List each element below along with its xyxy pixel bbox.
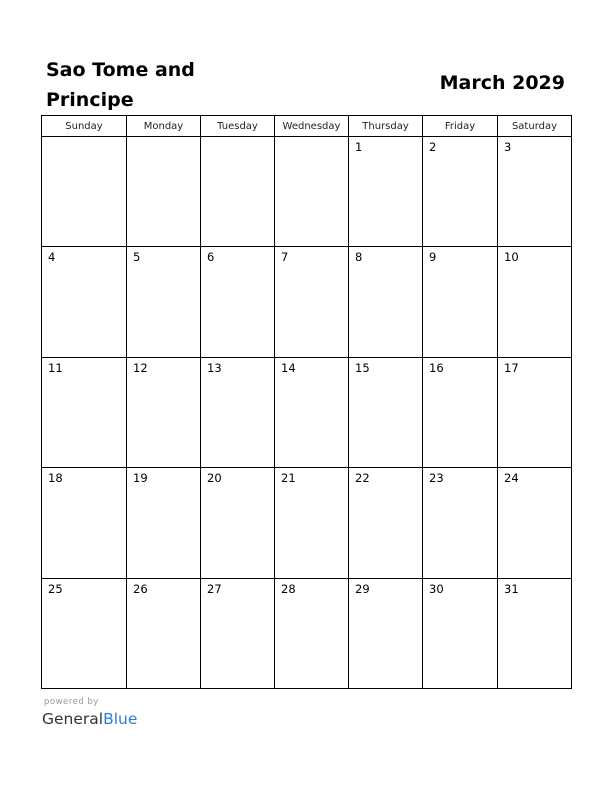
day-number: 9 (429, 250, 437, 265)
day-cell (127, 578, 201, 688)
day-number (127, 137, 200, 140)
day-cell (423, 357, 498, 467)
footer-branding (42, 696, 137, 729)
calendar-grid (41, 115, 572, 689)
week-row (42, 578, 572, 688)
weekday-header: Saturday (498, 116, 572, 137)
day-cell (275, 247, 349, 357)
day-number: 7 (281, 250, 289, 265)
day-number: 8 (355, 250, 363, 265)
day-number: 5 (133, 250, 141, 265)
day-number: 14 (281, 360, 296, 375)
day-number: 22 (355, 471, 370, 486)
weekday-header: Friday (423, 116, 498, 137)
day-cell (275, 578, 349, 688)
weekday-header-row (42, 116, 572, 137)
weekday-header: Monday (127, 116, 201, 137)
logo-text-blue: Blue (103, 710, 138, 728)
day-cell (201, 357, 275, 467)
day-number: 30 (429, 581, 444, 596)
day-cell (127, 247, 201, 357)
day-cell (127, 357, 201, 467)
day-number: 1 (355, 140, 363, 154)
day-number (42, 137, 126, 140)
day-number (275, 137, 348, 140)
week-row (42, 137, 572, 247)
day-cell (127, 468, 201, 578)
weekday-header: Sunday (42, 116, 127, 137)
day-number: 6 (207, 250, 215, 265)
day-cell (201, 137, 275, 247)
day-number: 20 (207, 471, 222, 486)
day-number: 15 (355, 360, 370, 375)
day-number: 18 (48, 471, 63, 486)
day-number: 17 (504, 360, 519, 375)
week-row (42, 357, 572, 467)
day-cell (201, 247, 275, 357)
day-number: 19 (133, 471, 148, 486)
powered-by-label: powered by (44, 697, 99, 707)
weekday-header: Wednesday (275, 116, 349, 137)
day-cell (42, 137, 127, 247)
week-row (42, 468, 572, 578)
day-cell (423, 468, 498, 578)
day-cell (275, 357, 349, 467)
day-cell (423, 578, 498, 688)
weekday-header: Thursday (349, 116, 423, 137)
day-number: 25 (48, 581, 63, 596)
day-cell (201, 468, 275, 578)
day-cell (42, 357, 127, 467)
day-cell (349, 468, 423, 578)
month-year-title: March 2029 (439, 72, 565, 94)
day-number: 12 (133, 360, 148, 375)
weekday-header: Tuesday (201, 116, 275, 137)
day-number: 2 (429, 140, 437, 154)
day-number: 13 (207, 360, 222, 375)
day-cell (498, 137, 572, 247)
day-number: 16 (429, 360, 444, 375)
day-cell (349, 357, 423, 467)
day-number: 11 (48, 360, 63, 375)
day-number: 31 (504, 581, 519, 596)
week-row (42, 247, 572, 357)
day-number: 24 (504, 471, 519, 486)
day-cell (498, 578, 572, 688)
country-title: Sao Tome and Principe (46, 59, 195, 111)
day-cell (423, 137, 498, 247)
day-cell (127, 137, 201, 247)
day-number: 26 (133, 581, 148, 596)
day-cell (201, 578, 275, 688)
day-number: 3 (504, 140, 512, 154)
day-number: 27 (207, 581, 222, 596)
day-cell (423, 247, 498, 357)
day-cell (349, 247, 423, 357)
day-number (201, 137, 274, 140)
day-cell (498, 468, 572, 578)
day-cell (275, 137, 349, 247)
day-cell (275, 468, 349, 578)
day-cell (498, 357, 572, 467)
logo-text-general: General (42, 710, 104, 728)
day-cell (42, 468, 127, 578)
day-number: 10 (504, 250, 519, 265)
day-number: 4 (48, 250, 56, 265)
day-number: 29 (355, 581, 370, 596)
day-cell (349, 137, 423, 247)
day-number: 23 (429, 471, 444, 486)
day-cell (349, 578, 423, 688)
day-cell (42, 578, 127, 688)
day-cell (498, 247, 572, 357)
generalblue-logo[interactable] (42, 709, 137, 729)
day-cell (42, 247, 127, 357)
day-number: 28 (281, 581, 296, 596)
day-number: 21 (281, 471, 296, 486)
